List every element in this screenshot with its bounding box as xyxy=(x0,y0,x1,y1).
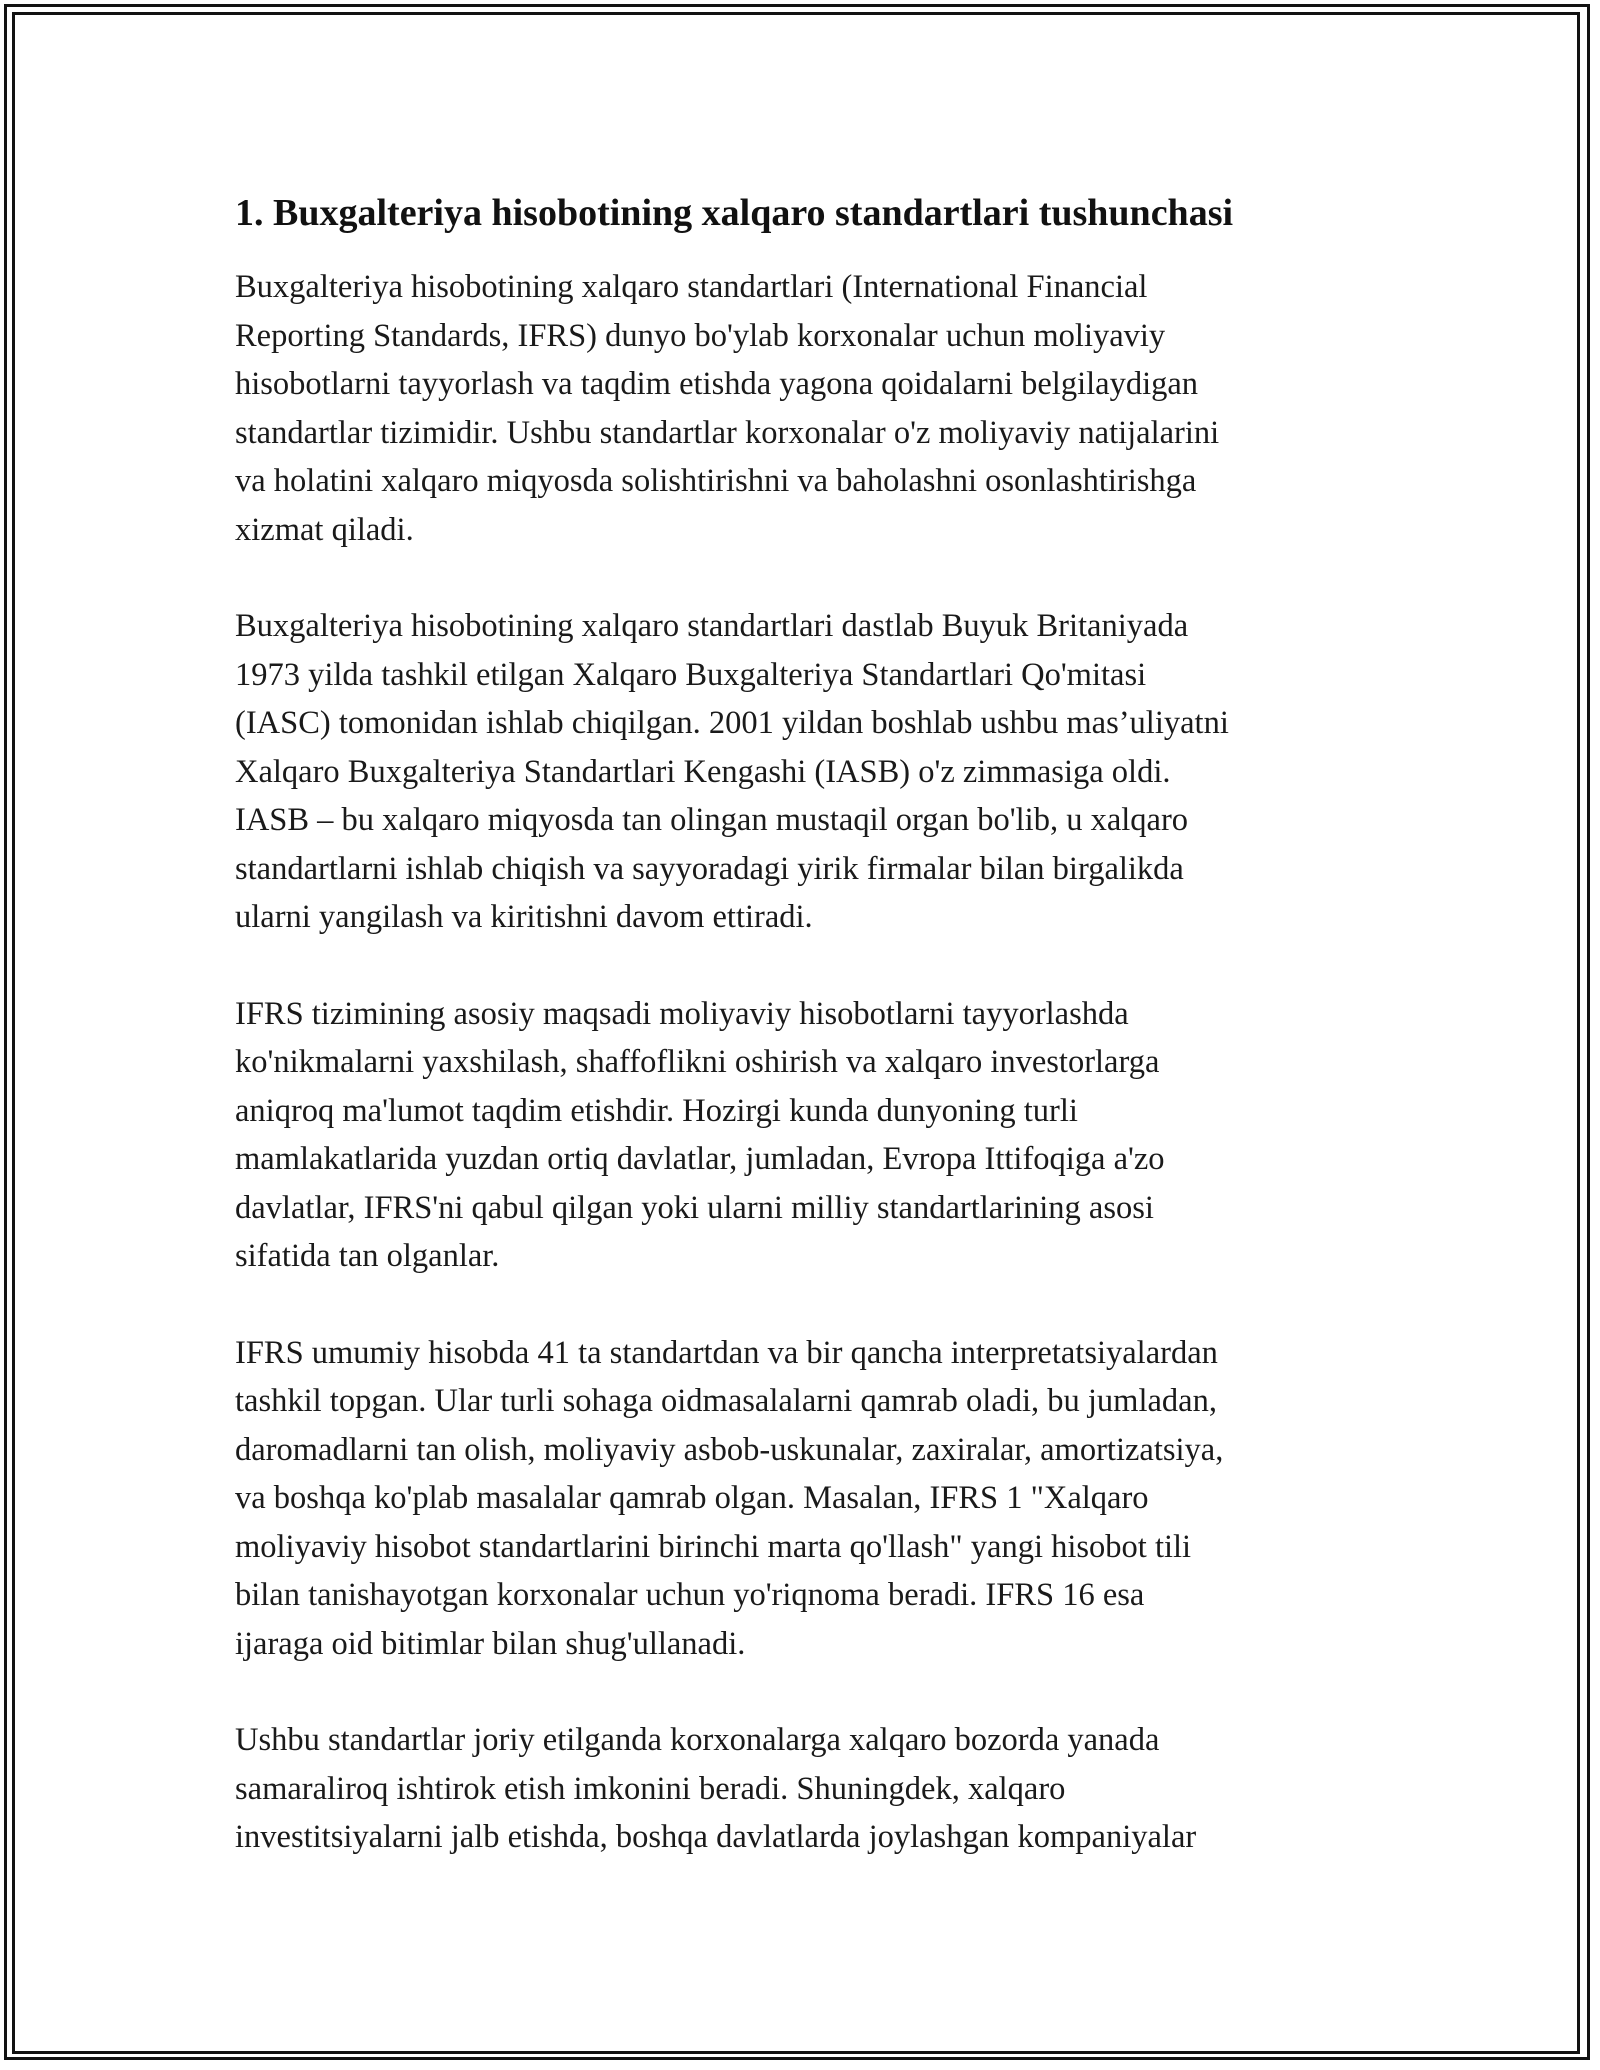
paragraph-3: IFRS tizimining asosiy maqsadi moliyaviy hisobotlarni tayyorlashda ko'nikmalarni yaxshilash, shaffoflikni oshirish va xalqaro investorlarga aniqroq ma'lumot taqdim etishdir. Hozirgi kunda dunyoning turli mamlakatlarida yuzdan ortiq davlatlar, jumladan, Evropa Ittifoqiga a'zo davlatlar, IFRS'ni qabul qilgan yoki ularni milliy standartlarining asosi sifatida tan olganlar. xyxy=(235,995,1165,1274)
paragraph-5: Ushbu standartlar joriy etilganda korxonalarga xalqaro bozorda yanada samaraliroq ishtirok etish imkonini beradi. Shuningdek, xalqaro investitsiyalarni jalb etishda, boshqa davlatlarda joylashgan kompaniyalar xyxy=(235,1722,1197,1855)
section-heading: 1. Buxgalteriya hisobotining xalqaro standartlari tushunchasi xyxy=(235,192,1234,234)
paragraph-4: IFRS umumiy hisobda 41 ta standartdan va bir qancha interpretatsiyalardan tashkil topgan. Ular turli sohaga oidmasalalarni qamrab oladi, bu jumladan, daromadlarni tan olish, moliyaviy asbob-uskunalar, zaxiralar, amortizatsiya, va boshqa ko'plab masalalar qamrab olgan. Masalan, IFRS 1 "Xalqaro moliyaviy hisobot standartlarini birinchi marta qo'llash" yangi hisobot tili bilan tanishayotgan korxonalar uchun yo'riqnoma beradi. IFRS 16 esa ijaraga oid bitimlar bilan shug'ullanadi. xyxy=(235,1334,1224,1662)
document-body xyxy=(235,185,1370,1910)
paragraph-2: Buxgalteriya hisobotining xalqaro standartlari dastlab Buyuk Britaniyada 1973 yilda tashkil etilgan Xalqaro Buxgalteriya Standartlari Qo'mitasi (IASC) tomonidan ishlab chiqilgan. 2001 yildan boshlab ushbu mas’uliyatni Xalqaro Buxgalteriya Standartlari Kengashi (IASB) o'z zimmasiga oldi. IASB – bu xalqaro miqyosda tan olingan mustaqil organ bo'lib, u xalqaro standartlarni ishlab chiqish va sayyoradagi yirik firmalar bilan birgalikda ularni yangilash va kiritishni davom ettiradi. xyxy=(235,608,1229,935)
paragraph-1: Buxgalteriya hisobotining xalqaro standartlari (International Financial Reporting Standards, IFRS) dunyo bo'ylab korxonalar uchun moliyaviy hisobotlarni tayyorlash va taqdim etishda yagona qoidalarni belgilaydigan standartlar tizimidir. Ushbu standartlar korxonalar o'z moliyaviy natijalarini va holatini xalqaro miqyosda solishtirishni va baholashni osonlashtirishga xizmat qiladi. xyxy=(235,269,1220,548)
